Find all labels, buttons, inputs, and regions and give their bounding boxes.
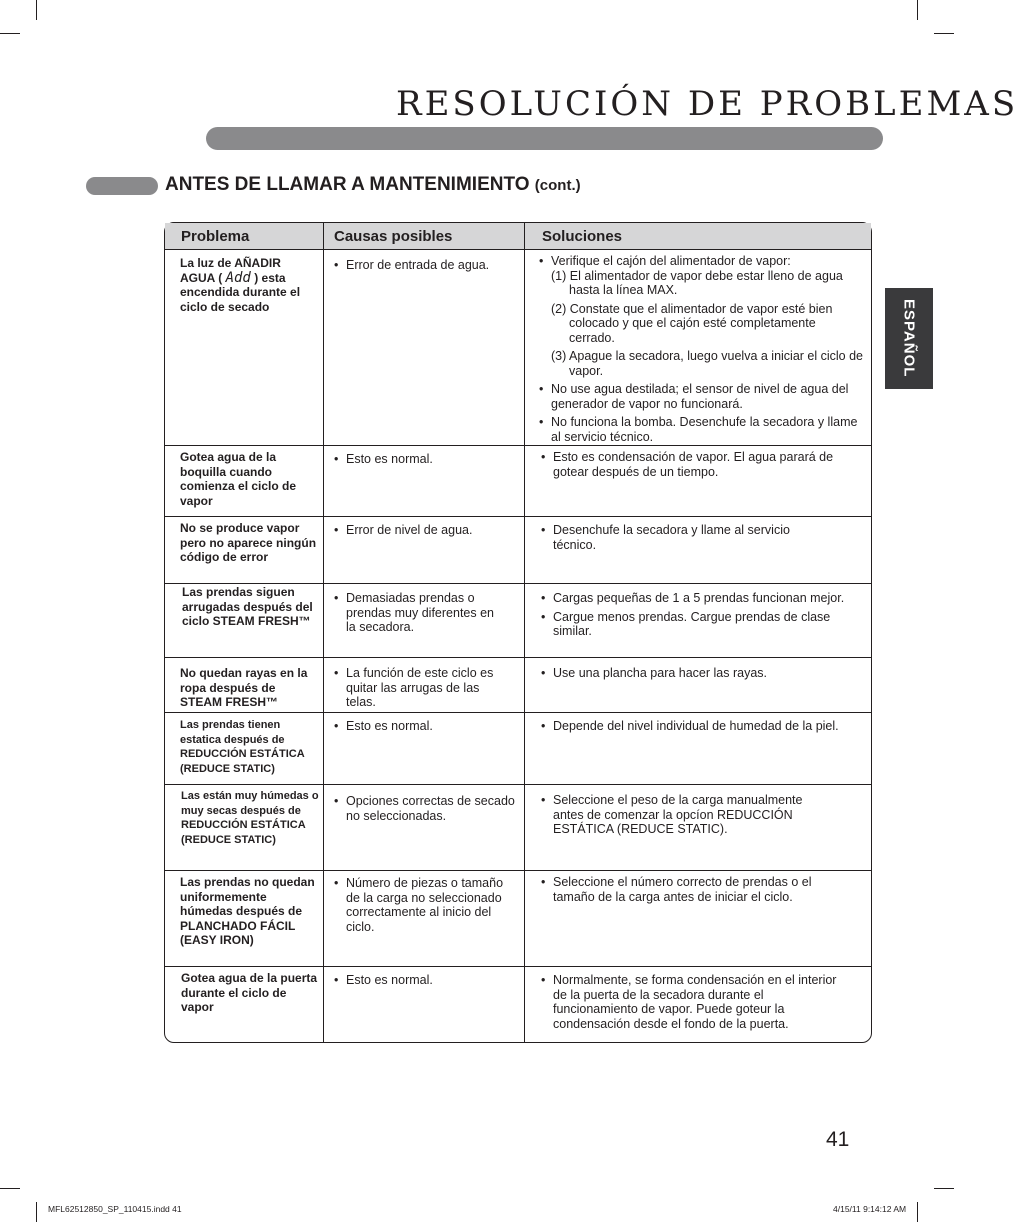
table-row-solutions (539, 793, 829, 837)
row-divider (165, 657, 871, 658)
footer-timestamp: 4/15/11 9:14:12 AM (833, 1204, 907, 1214)
table-row-problem: Las prendas siguen arrugadas después del ciclo STEAM FRESH™ (182, 585, 313, 628)
solution-item: • Cargue menos prendas. Cargue prendas de clase similar. (539, 610, 859, 639)
solution-item: • Normalmente, se forma condensación en el interior de la puerta de la secadora durante el funcionamiento de vapor. Puede goteur la condensación desde el fondo de la puerta. (539, 973, 839, 1031)
table-row-problem (180, 256, 318, 314)
row-divider (165, 445, 871, 446)
column-divider (524, 223, 525, 1042)
cause-item: • Error de entrada de agua. (332, 258, 517, 273)
table-row-causes (332, 719, 517, 734)
page-number: 41 (826, 1128, 850, 1151)
header-solutions: Soluciones (542, 228, 623, 245)
problem-text: La luz de AÑADIR AGUA ( (180, 256, 281, 285)
table-row-solutions (539, 973, 839, 1031)
table-row-causes (332, 794, 517, 823)
title-bar (206, 127, 883, 150)
table-row-solutions (539, 719, 839, 734)
crop-mark (917, 1202, 918, 1222)
section-pill (86, 177, 158, 195)
solution-item: • Desenchufe la secadora y llame al servicio técnico. (539, 523, 819, 552)
cause-item: • La función de este ciclo es quitar las arrugas de las telas. (332, 666, 507, 710)
crop-mark (934, 33, 954, 34)
table-row-problem: No quedan rayas en la ropa después de STEAM FRESH™ (180, 666, 308, 709)
section-title-text: ANTES DE LLAMAR A MANTENIMIENTO (165, 174, 530, 195)
solution-item: • Cargas pequeñas de 1 a 5 prendas funcionan mejor. (539, 591, 859, 606)
cause-item: • Número de piezas o tamaño de la carga no seleccionado correctamente al inicio del ciclo. (332, 876, 517, 934)
table-row-causes (332, 876, 517, 934)
cause-item: • Error de nivel de agua. (332, 523, 517, 538)
footer-file-info: MFL62512850_SP_110415.indd 41 (48, 1204, 182, 1214)
table-row-causes (332, 452, 517, 467)
table-row-solutions (539, 523, 819, 552)
crop-mark (0, 1188, 20, 1189)
row-divider (165, 870, 871, 871)
solution-item: • Seleccione el número correcto de prendas o el tamaño de la carga antes de iniciar el ciclo. (539, 875, 839, 904)
solution-step: (2) Constate que el alimentador de vapor esté bien colocado y que el cajón esté completamente cerrado. (551, 301, 833, 345)
crop-mark (36, 0, 37, 20)
cause-item: • Esto es normal. (332, 452, 517, 467)
table-row-problem: Las prendas tienen estatica después de REDUCCIÓN ESTÁTICA (REDUCE STATIC) (180, 719, 305, 775)
table-row-causes (332, 258, 517, 273)
cause-item: • Esto es normal. (332, 719, 517, 734)
solution-item: • Verifique el cajón del alimentador de vapor: (537, 254, 863, 269)
crop-mark (917, 0, 918, 20)
troubleshooting-table (164, 222, 872, 1043)
row-divider (165, 712, 871, 713)
crop-mark (36, 1202, 37, 1222)
row-divider (165, 516, 871, 517)
crop-mark (0, 33, 20, 34)
column-divider (323, 223, 324, 1042)
crop-mark (934, 1188, 954, 1189)
solution-item: • Use una plancha para hacer las rayas. (539, 666, 859, 681)
table-row-problem: Gotea agua de la boquilla cuando comienza el ciclo de vapor (180, 450, 297, 508)
table-row-solutions (539, 450, 859, 479)
table-row-solutions (537, 254, 863, 444)
header-causes: Causas posibles (334, 228, 453, 245)
page-title: RESOLUCIÓN DE PROBLEMAS (396, 84, 1018, 124)
add-code-glyph: Add (225, 269, 251, 286)
solution-item: • Seleccione el peso de la carga manualmente antes de comenzar la opcíon REDUCCIÓN ESTÁTICA (REDUCE STATIC). (539, 793, 829, 837)
solution-step: (3) Apague la secadora, luego vuelva a iniciar el ciclo de vapor. (551, 349, 863, 378)
row-divider (165, 966, 871, 967)
section-title (165, 174, 581, 196)
table-row-causes (332, 666, 507, 710)
solution-item: • No use agua destilada; el sensor de nivel de agua del generador de vapor no funcionará. (537, 382, 863, 411)
solution-item: • Depende del nivel individual de humedad de la piel. (539, 719, 839, 734)
row-divider (165, 784, 871, 785)
language-tab (885, 288, 933, 389)
cause-item: • Esto es normal. (332, 973, 517, 988)
table-row-problem: Gotea agua de la puerta durante el ciclo de vapor (181, 971, 318, 1014)
header-problem: Problema (181, 228, 250, 245)
table-row-causes (332, 591, 502, 635)
table-row-solutions (539, 875, 839, 904)
section-title-suffix: (cont.) (534, 177, 581, 194)
row-divider (165, 583, 871, 584)
solution-item: • No funciona la bomba. Desenchufe la secadora y llame al servicio técnico. (537, 415, 863, 444)
table-row-solutions (539, 591, 859, 639)
table-header (165, 223, 871, 250)
table-row-causes (332, 523, 517, 538)
cause-item: • Demasiadas prendas o prendas muy diferentes en la secadora. (332, 591, 502, 635)
solution-step: (1) El alimentador de vapor debe estar lleno de agua hasta la línea MAX. (551, 268, 843, 297)
solution-item: • Esto es condensación de vapor. El agua parará de gotear después de un tiempo. (539, 450, 859, 479)
table-row-problem: Las están muy húmedas o muy secas después de REDUCCIÓN ESTÁTICA (REDUCE STATIC) (181, 790, 319, 846)
cause-item: • Opciones correctas de secado no seleccionadas. (332, 794, 517, 823)
table-row-problem: No se produce vapor pero no aparece ningún código de error (180, 521, 317, 564)
language-tab-label: ESPAÑOL (900, 299, 918, 378)
problem-text: ) esta encendida durante el ciclo de secado (180, 270, 301, 314)
table-row-solutions (539, 666, 859, 681)
table-row-causes (332, 973, 517, 988)
table-row-problem: Las prendas no quedan uniformemente húmedas después de PLANCHADO FÁCIL (EASY IRON) (180, 875, 315, 947)
